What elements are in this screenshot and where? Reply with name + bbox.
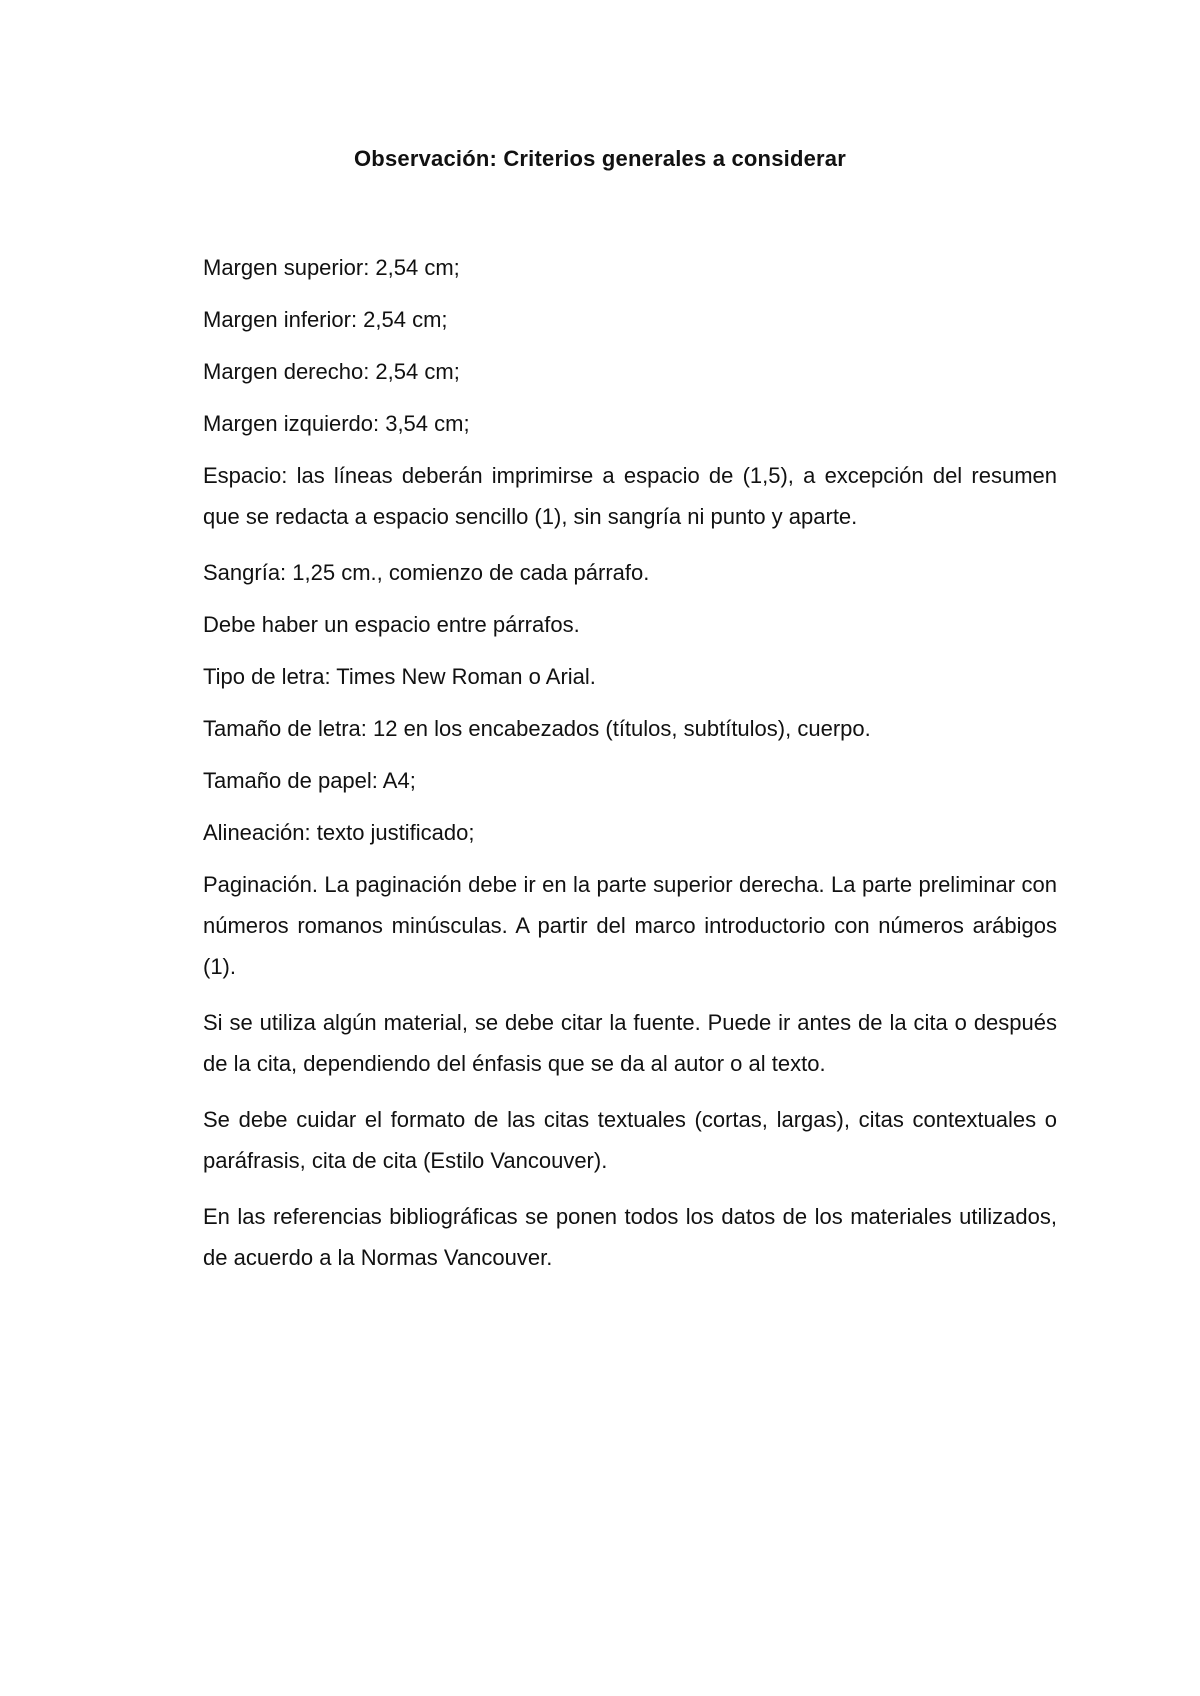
paragraph-margen-superior: Margen superior: 2,54 cm; (203, 255, 460, 280)
paragraph-paginacion: Paginación. La paginación debe ir en la parte superior derecha. La parte preliminar con números romanos minúsculas. A partir del marco introductorio con números arábigos (1). (203, 872, 1057, 979)
paragraph-margen-derecho: Margen derecho: 2,54 cm; (203, 359, 460, 384)
paragraph-tamano-de-letra: Tamaño de letra: 12 en los encabezados (títulos, subtítulos), cuerpo. (203, 716, 871, 741)
paragraph-margen-inferior: Margen inferior: 2,54 cm; (203, 307, 448, 332)
paragraph-espacio: Espacio: las líneas deberán imprimirse a espacio de (1,5), a excepción del resumen que se redacta a espacio sencillo (1), sin sangría ni punto y aparte. (203, 463, 1057, 529)
paragraph-espacio-entre-parrafos: Debe haber un espacio entre párrafos. (203, 612, 580, 637)
paragraph-citar-fuente: Si se utiliza algún material, se debe citar la fuente. Puede ir antes de la cita o después de la cita, dependiendo del énfasis que se da al autor o al texto. (203, 1010, 1057, 1076)
paragraph-referencias-bibliograficas: En las referencias bibliográficas se ponen todos los datos de los materiales utilizados, de acuerdo a la Normas Vancouver. (203, 1204, 1057, 1270)
paragraph-formato-citas: Se debe cuidar el formato de las citas textuales (cortas, largas), citas contextuales o paráfrasis, cita de cita (Estilo Vancouver). (203, 1107, 1057, 1173)
document-body (203, 247, 1057, 1293)
document-title: Observación: Criterios generales a considerar (354, 146, 846, 171)
paragraph-alineacion: Alineación: texto justificado; (203, 820, 475, 845)
paragraph-margen-izquierdo: Margen izquierdo: 3,54 cm; (203, 411, 470, 436)
paragraph-sangria: Sangría: 1,25 cm., comienzo de cada párrafo. (203, 560, 650, 585)
paragraph-tipo-de-letra: Tipo de letra: Times New Roman o Arial. (203, 664, 596, 689)
paragraph-tamano-de-papel: Tamaño de papel: A4; (203, 768, 416, 793)
